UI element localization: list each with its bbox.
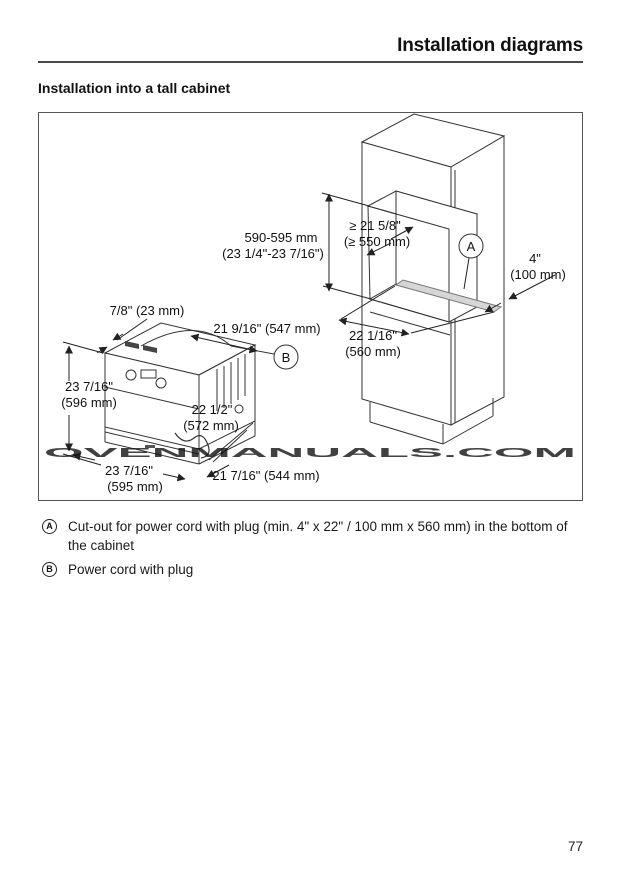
label-cutout-width-2: (100 mm): [510, 267, 566, 282]
diagram-frame: [38, 112, 583, 501]
legend-item-b: [42, 560, 572, 579]
legend-text-a: Cut-out for power cord with plug (min. 4" x 22" / 100 mm x 560 mm) in the bottom of the cabinet: [68, 519, 568, 553]
label-niche-height-1: 590-595 mm: [244, 230, 318, 245]
page-title: Installation diagrams: [397, 35, 583, 56]
label-niche-depth-2: (≥ 550 mm): [343, 234, 411, 249]
cabinet-drawing: [362, 114, 504, 444]
label-bottom-width-2: (595 mm): [107, 479, 163, 494]
label-height-2: (596 mm): [61, 395, 117, 410]
label-bottom-depth: 21 7/16" (544 mm): [212, 468, 320, 483]
installation-diagram: [39, 113, 582, 500]
header-rule: [38, 61, 583, 63]
circled-a-icon: A: [42, 519, 57, 534]
label-cutout-length-1: 22 1/16": [349, 328, 397, 343]
appliance-drawing: [105, 323, 274, 464]
callout-a-letter: A: [466, 239, 476, 254]
label-depth-1: 22 1/2": [191, 402, 233, 417]
page-number: 77: [567, 839, 583, 854]
label-depth-2: (572 mm): [183, 418, 239, 433]
label-bottom-width-1: 23 7/16": [105, 463, 153, 478]
label-cutout-width-1: 4": [529, 251, 541, 266]
legend: [42, 517, 572, 584]
label-cutout-length-2: (560 mm): [345, 344, 401, 359]
circled-b-icon: B: [42, 562, 57, 577]
legend-item-a: [42, 517, 572, 555]
label-top-width: 21 9/16" (547 mm): [213, 321, 321, 336]
callout-b-letter: B: [281, 350, 291, 365]
label-niche-depth-1: ≥ 21 5/8": [349, 218, 401, 233]
label-niche-height-2: (23 1/4"-23 7/16"): [222, 246, 324, 261]
legend-text-b: Power cord with plug: [68, 562, 194, 577]
label-top-offset: 7/8" (23 mm): [109, 303, 185, 318]
watermark-text: OVENMANUALS.COM: [44, 445, 576, 460]
label-height-1: 23 7/16": [65, 379, 113, 394]
section-title: Installation into a tall cabinet: [38, 80, 231, 96]
